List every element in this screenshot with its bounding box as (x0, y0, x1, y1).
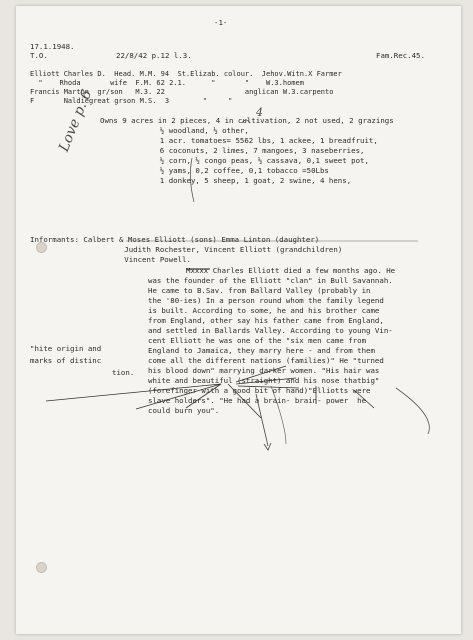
property-line: 1 acr. tomatoes= 5562 lbs, 1 ackee, 1 breadfruit, (142, 136, 378, 145)
narrative-line: is built. According to some, he and his brother came (148, 306, 380, 315)
narrative-line: was the founder of the Elliott "clan" in Bull Savannah. (148, 276, 393, 285)
narrative-line: Mxxxx Charles Elliott died a few months ago. He (186, 266, 396, 275)
margin-note-line: marks of distinc (30, 356, 102, 365)
narrative-line: (forefinger with a good bit of hand)"Elliotts were (148, 386, 371, 395)
informants-line: Vincent Powell. (102, 255, 191, 264)
property-line: Owns 9 acres in 2 pieces, 4 in cultivation, 2 not used, 2 grazings (100, 116, 394, 125)
narrative-line: England to Jamaica, they marry here - and from them (148, 346, 375, 355)
informants-line: Informants: Calbert & Moses Elliott (sons) Emma Linton (daughter) (30, 235, 320, 244)
narrative-line: slave holders". "He had a brain- brain- power he (148, 396, 367, 405)
narrative-line: from England, other say his father came from England, (148, 316, 384, 325)
narrative-line: come all the different nations (families)" He "turned (148, 356, 384, 365)
narrative-line: his blood down" marrying darker women. "His hair was (148, 366, 380, 375)
property-line: 1 donkey, 5 sheep, 1 goat, 2 swine, 4 hens, (142, 176, 352, 185)
record-date: 17.1.1948. (30, 42, 75, 51)
narrative-line: He came to B.Sav. from Ballard Valley (probably in (148, 286, 371, 295)
narrative-line: the '80-ies) In a person round whom the family legend (148, 296, 384, 305)
property-line: 6 coconuts, 2 limes, 7 mangoes, 3 naseberries, (142, 146, 365, 155)
record-reference: 22/8/42 p.12 l.3. (116, 51, 192, 60)
property-line: ½ corn, ½ congo peas, ½ cassava, 0,1 sweet pot, (142, 156, 369, 165)
narrative-line: and settled in Ballards Valley. According to young Vin- (148, 326, 393, 335)
informants-line: Judith Rochester, Vincent Elliott (grandchildren) (102, 245, 343, 254)
family-record-number: Fam.Rec.45. (376, 51, 425, 60)
narrative-line: could burn you". (148, 406, 220, 415)
household-row: " Rhoda wife F.M. 62 2.1. " " W.3.homem (30, 79, 304, 87)
property-line: ½ yams, 0,2 coffee, 0,1 tobacco =50Lbs (142, 166, 329, 175)
margin-note-line: tion. (112, 368, 135, 377)
household-row: Francis Marton gr/son M.3. 22 anglican W.3.carpento (30, 88, 334, 96)
property-line: ½ woodland, ½ other, (142, 126, 249, 135)
record-initials: T.O. (30, 51, 48, 60)
handwritten-number: 4 (256, 106, 263, 119)
narrative-line: cent Elliott he was one of the "six men came from (148, 336, 367, 345)
handwritten-side-note: Love p. 6 (56, 87, 96, 154)
household-row: Elliott Charles D. Head. M.M. 94 St.Elizab. colour. Jehov.Witn.X Farmer (30, 70, 342, 78)
page-number: -1- (214, 18, 228, 27)
document-page (16, 6, 461, 634)
margin-note-line: "hite origin and (30, 344, 102, 353)
household-row: F Naldiegreat grson M.S. 3 " " (30, 97, 233, 105)
narrative-line: white and beautiful (straight) and his nose thatbig" (148, 376, 380, 385)
